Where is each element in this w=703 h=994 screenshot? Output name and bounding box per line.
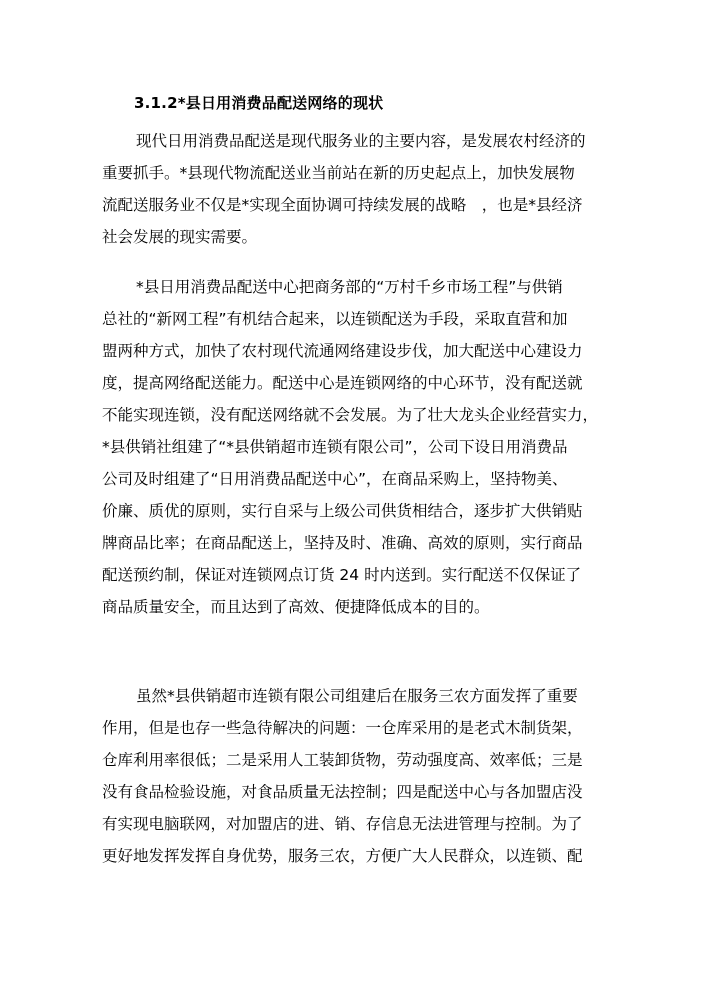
- paragraph-line: 价廉、质优的原则，实行自采与上级公司供货相结合，逐步扩大供销贴: [102, 502, 583, 520]
- paragraph-line: 总社的“新网工程”有机结合起来，以连锁配送为手段，采取直营和加: [102, 310, 568, 328]
- paragraph-line: 不能实现连锁，没有配送网络就不会发展。为了壮大龙头企业经营实力，: [102, 406, 599, 424]
- paragraph-line: 更好地发挥发挥自身优势，服务三农，方便广大人民群众，以连锁、配: [102, 847, 583, 865]
- paragraph-line: 流配送服务业不仅是*实现全面协调可持续发展的战略 ，也是*县经济: [102, 196, 583, 214]
- section-heading: 3.1.2*县日用消费品配送网络的现状: [134, 94, 384, 112]
- paragraph-line: 商品质量安全，而且达到了高效、便捷降低成本的目的。: [102, 598, 490, 616]
- paragraph-line: 虽然*县供销超市连锁有限公司组建后在服务三农方面发挥了重要: [136, 687, 578, 705]
- paragraph-2: [102, 271, 622, 623]
- paragraph-line: *县日用消费品配送中心把商务部的“万村千乡市场工程”与供销: [136, 278, 563, 296]
- paragraph-line: 仓库利用率很低；二是采用人工装卸货物，劳动强度高、效率低；三是: [102, 751, 583, 769]
- paragraph-3: [102, 680, 622, 872]
- paragraph-line: 重要抓手。*县现代物流配送业当前站在新的历史起点上，加快发展物: [102, 164, 575, 182]
- paragraph-line: *县供销社组建了“*县供销超市连锁有限公司”，公司下设日用消费品: [102, 438, 568, 456]
- paragraph-line: 没有食品检验设施，对食品质量无法控制；四是配送中心与各加盟店没: [102, 783, 583, 801]
- paragraph-line: 作用，但是也存一些急待解决的问题：一仓库采用的是老式木制货架，: [102, 719, 583, 737]
- paragraph-1: [102, 125, 622, 253]
- paragraph-line: 公司及时组建了“日用消费品配送中心”，在商品采购上，坚持物美、: [102, 470, 568, 488]
- paragraph-line: 配送预约制，保证对连锁网点订货 24 时内送到。实行配送不仅保证了: [102, 566, 582, 584]
- paragraph-line: 盟两种方式，加快了农村现代流通网络建设步伐，加大配送中心建设力: [102, 342, 583, 360]
- paragraph-line: 社会发展的现实需要。: [102, 228, 258, 246]
- paragraph-line: 现代日用消费品配送是现代服务业的主要内容，是发展农村经济的: [136, 132, 586, 150]
- paragraph-line: 牌商品比率；在商品配送上，坚持及时、准确、高效的原则，实行商品: [102, 534, 583, 552]
- paragraph-line: 度，提高网络配送能力。配送中心是连锁网络的中心环节，没有配送就: [102, 374, 583, 392]
- paragraph-line: 有实现电脑联网，对加盟店的进、销、存信息无法进管理与控制。为了: [102, 815, 583, 833]
